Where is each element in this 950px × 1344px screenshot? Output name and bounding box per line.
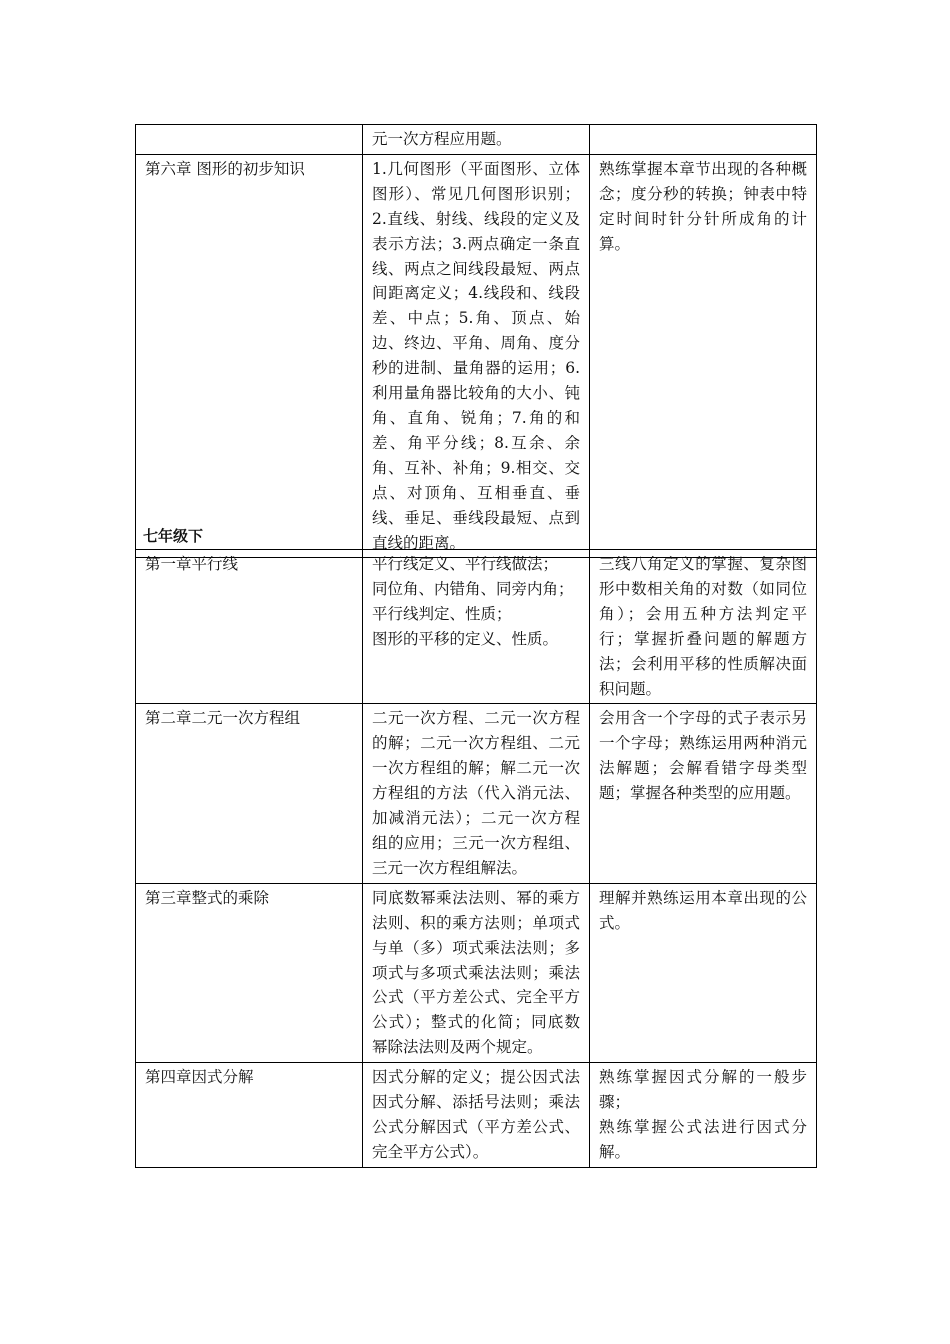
requirement-cell: 会用含一个字母的式子表示另一个字母；熟练运用两种消元法解题；会解看错字母类型题；掌握各种类型的应用题。 xyxy=(590,704,817,883)
content-cell: 1.几何图形（平面图形、立体图形）、常见几何图形识别；2.直线、射线、线段的定义及表示方法；3.两点确定一条直线、两点之间线段最短、两点间距离定义；4.线段和、线段差、中点；5.角、顶点、始边、终边、平角、周角、度分秒的进制、量角器的运用；6.利用量角器比较角的大小、钝角、直角、锐角；7.角的和差、角平分线；8.互余、余角、互补、补角；9.相交、交点、对顶角、互相垂直、垂线、垂足、垂线段最短、点到直线的距离。 xyxy=(363,154,590,558)
content-line: 同底数幂乘法法则、幂的乘方法则、积的乘方法则；单项式与单（多）项式乘法法则；多项式与多项式乘法法则；乘法公式（平方差公式、完全平方公式）；整式的化简；同底数幂除法法则及两个规定。 xyxy=(372,888,580,1057)
content-line: 平行线判定、性质； xyxy=(372,604,512,623)
table-row xyxy=(136,1063,817,1168)
chapter-cell: 第一章平行线 xyxy=(136,550,363,704)
table-row xyxy=(136,883,817,1062)
requirement-line: 熟练掌握公式法进行因式分解。 xyxy=(599,1117,807,1161)
chapter-cell: 第二章二元一次方程组 xyxy=(136,704,363,883)
requirement-cell: 理解并熟练运用本章出现的公式。 xyxy=(590,883,817,1062)
content-cell: 元一次方程应用题。 xyxy=(363,125,590,155)
content-line: 同位角、内错角、同旁内角； xyxy=(372,579,574,598)
grade-heading: 七年级下 xyxy=(143,527,204,545)
table-row xyxy=(136,125,817,155)
requirement-cell: 三线八角定义的掌握、复杂图形中数相关角的对数（如同位角）；会用五种方法判定平行；掌握折叠问题的解题方法；会利用平移的性质解决面积问题。 xyxy=(590,550,817,704)
content-cell xyxy=(363,883,590,1062)
content-cell xyxy=(363,1063,590,1168)
chapter-cell: 第六章 图形的初步知识 xyxy=(136,154,363,558)
syllabus-table xyxy=(135,549,817,1168)
content-line: 图形的平移的定义、性质。 xyxy=(372,629,559,648)
chapter-cell: 第四章因式分解 xyxy=(136,1063,363,1168)
content-cell xyxy=(363,550,590,704)
chapter-cell: 第三章整式的乘除 xyxy=(136,883,363,1062)
table-row xyxy=(136,154,817,558)
requirement-cell xyxy=(590,1063,817,1168)
requirement-cell xyxy=(590,125,817,155)
table-row xyxy=(136,550,817,704)
chapter-cell xyxy=(136,125,363,155)
content-cell xyxy=(363,704,590,883)
content-line: 平行线定义、平行线做法； xyxy=(372,555,559,573)
content-line: 因式分解的定义；提公因式法因式分解、添括号法则；乘法公式分解因式（平方差公式、完全平方公式）。 xyxy=(372,1068,580,1161)
requirement-cell: 熟练掌握本章节出现的各种概念；度分秒的转换；钟表中特定时间时针分针所成角的计算。 xyxy=(590,154,817,558)
syllabus-table-continued xyxy=(135,124,817,558)
content-line: 二元一次方程、二元一次方程的解；二元一次方程组、二元一次方程组的解；解二元一次方程组的方法（代入消元法、加减消元法）；二元一次方程组的应用；三元一次方程组、三元一次方程组解法。 xyxy=(372,709,580,877)
requirement-line: 熟练掌握因式分解的一般步骤； xyxy=(599,1068,807,1112)
table-row xyxy=(136,704,817,883)
